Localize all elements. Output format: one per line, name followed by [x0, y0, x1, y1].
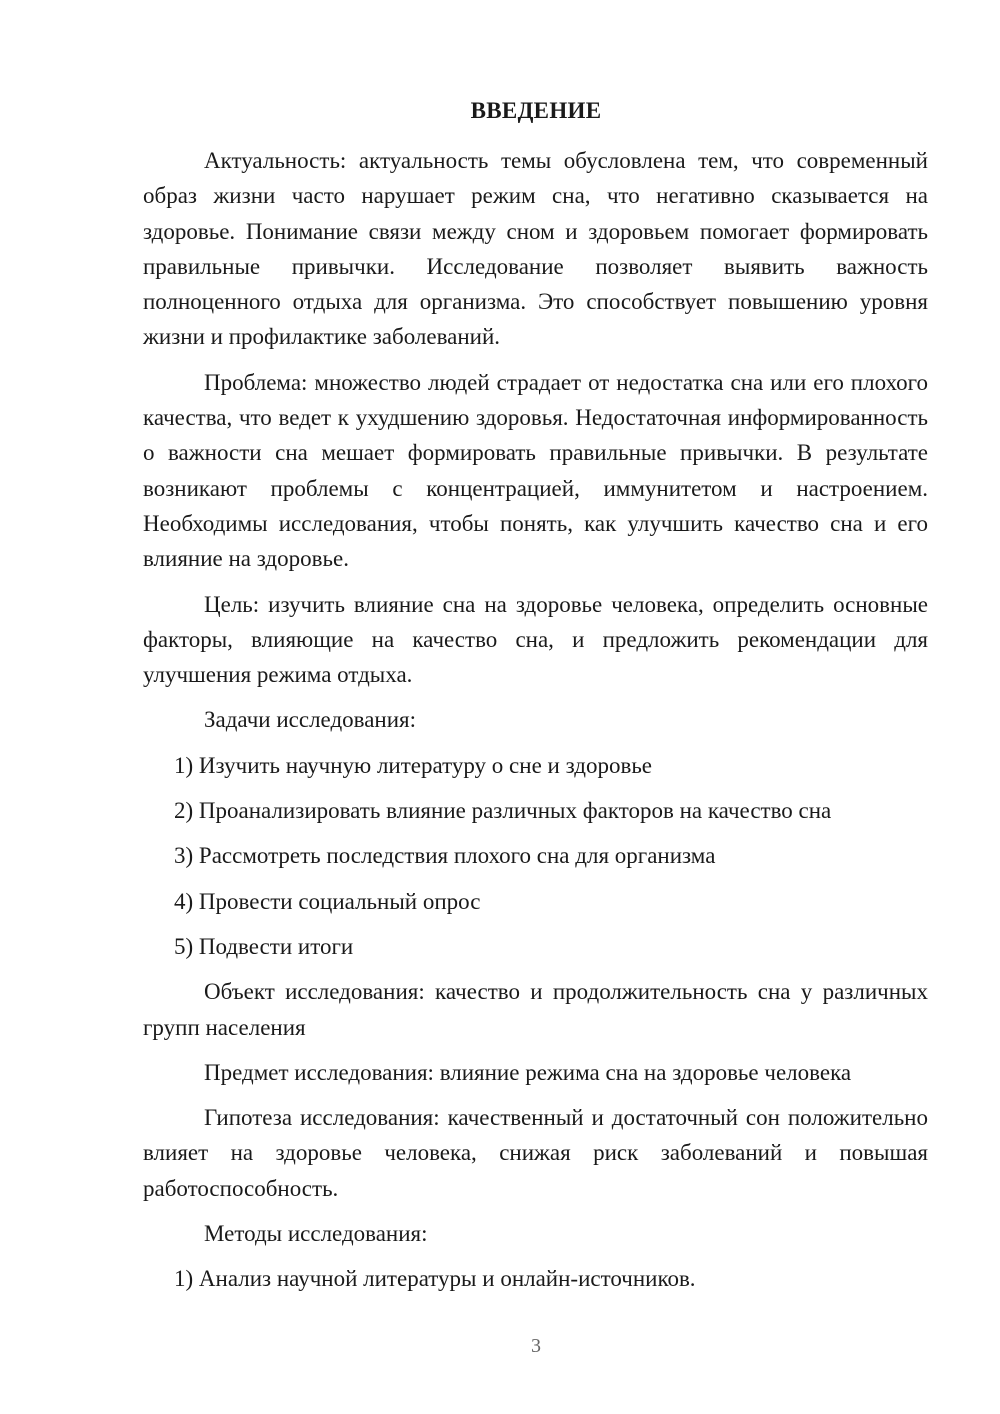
task-item-3: 3) Рассмотреть последствия плохого сна для организма: [174, 843, 716, 869]
relevance-paragraph: Актуальность: актуальность темы обусловлена тем, что современный образ жизни часто нарушает режим сна, что негативно сказывается на здоровье. Понимание связи между сном и здоровьем помогает формировать правильные привычки. Исследование позволяет выявить важность полноценного отдыха для организма. Это способствует повышению уровня жизни и профилактике заболеваний.: [143, 148, 928, 350]
page-content: [143, 143, 928, 1307]
methods-list: [143, 1261, 928, 1296]
tasks-heading: Задачи исследования:: [204, 707, 417, 733]
task-item-1: 1) Изучить научную литературу о сне и здоровье: [174, 752, 653, 778]
tasks-list: [143, 748, 928, 964]
subject-paragraph: Предмет исследования: влияние режима сна на здоровье человека: [204, 1059, 852, 1085]
hypothesis-paragraph: Гипотеза исследования: качественный и достаточный сон положительно влияет на здоровье человека, снижая риск заболеваний и повышая работоспособность.: [143, 1105, 928, 1201]
object-paragraph: Объект исследования: качество и продолжительность сна у различных групп населения: [143, 979, 928, 1040]
task-item-2: 2) Проанализировать влияние различных факторов на качество сна: [174, 798, 832, 824]
methods-heading: Методы исследования:: [204, 1221, 428, 1247]
task-item-4: 4) Провести социальный опрос: [174, 888, 481, 914]
goal-paragraph: Цель: изучить влияние сна на здоровье человека, определить основные факторы, влияющие на качество сна, и предложить рекомендации для улучшения режима отдыха.: [143, 591, 928, 688]
problem-paragraph: Проблема: множество людей страдает от недостатка сна или его плохого качества, что ведет к ухудшению здоровья. Недостаточная информированность о важности сна мешает формировать правильные привычки. В результате возникают проблемы с концентрацией, иммунитетом и настроением. Необходимы исследования, чтобы понять, как улучшить качество сна и его влияние на здоровье.: [143, 369, 928, 572]
method-item-1: 1) Анализ научной литературы и онлайн-источников.: [174, 1266, 696, 1292]
page-title: ВВЕДЕНИЕ: [470, 98, 602, 123]
page-number: 3: [531, 1335, 541, 1357]
task-item-5: 5) Подвести итоги: [174, 933, 354, 959]
